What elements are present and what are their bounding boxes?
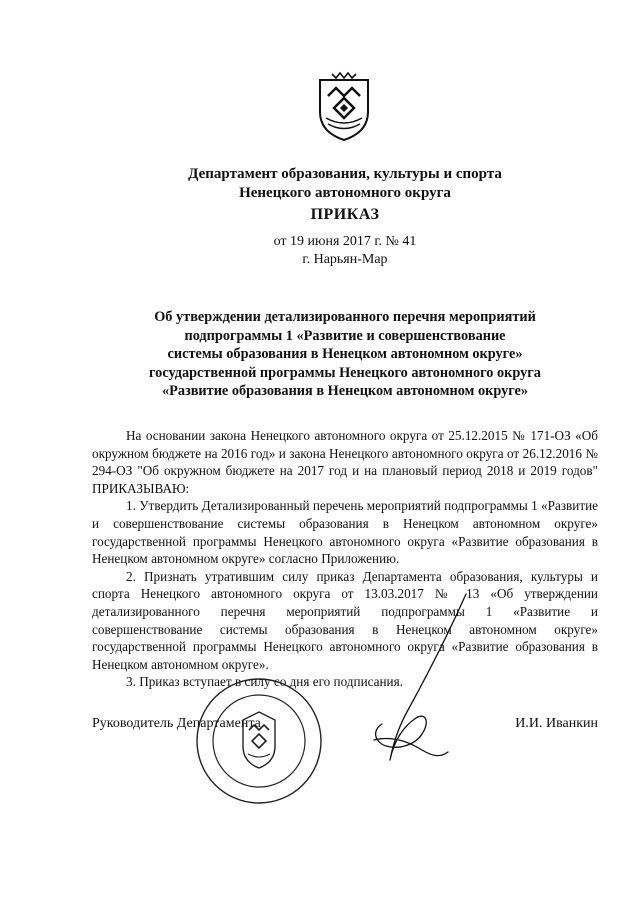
body-paragraph: 2. Признать утратившим силу приказ Департамента образования, культуры и спорта Ненецкого автономного округа от 13.03.2017 № 13 «Об утверждении детализированного перечня мероприятий подпрограммы 1 «Развитие и совершенствование системы образования в Ненецком автономном округе» государственной программы Ненецкого автономного округа «Развитие образования в Ненецком автономном округе». <box>92 568 598 672</box>
body-paragraph: На основании закона Ненецкого автономного округа от 25.12.2015 № 171-ОЗ «Об окружном бюджете на 2016 год» и закона Ненецкого автономного округа от 26.12.2016 № 294-ОЗ "Об окружном бюджете на 2017 год и на плановый период 2018 и 2019 годов" ПРИКАЗЫВАЮ: <box>92 428 598 496</box>
official-stamp <box>194 676 324 806</box>
department-name-line1: Департамент образования, культуры и спорта <box>188 166 502 182</box>
order-city: г. Нарьян-Мар <box>302 252 388 267</box>
order-date-number: от 19 июня 2017 г. № 41 <box>273 234 417 249</box>
signer-name: И.И. Иванкин <box>515 716 598 731</box>
nenets-coat-of-arms-icon <box>314 70 374 144</box>
body-paragraph: 3. Приказ вступает в силу со дня его подписания. <box>126 674 403 690</box>
handwritten-signature <box>330 590 480 780</box>
body-paragraph: 1. Утвердить Детализированный перечень мероприятий подпрограммы 1 «Развитие и совершенствование системы образования в Ненецком автономном округе» государственной программы Ненецкого автономного округа «Развитие образования в Ненецком автономном округе» согласно Приложению. <box>92 498 598 567</box>
subject-line: государственной программы Ненецкого автономного округа <box>149 364 541 381</box>
order-title: ПРИКАЗ <box>310 206 380 223</box>
subject-line: Об утверждении детализированного перечня мероприятий <box>154 309 536 325</box>
department-name-line2: Ненецкого автономного округа <box>239 185 451 201</box>
signature-block <box>92 716 598 732</box>
signer-position: Руководитель Департамента <box>92 716 261 731</box>
subject-line: подпрограммы 1 «Развитие и совершенствование <box>184 327 506 344</box>
subject-line: «Развитие образования в Ненецком автономном округе» <box>161 383 529 399</box>
subject-line: системы образования в Ненецком автономном округе» <box>167 346 523 362</box>
order-subject <box>100 308 590 401</box>
